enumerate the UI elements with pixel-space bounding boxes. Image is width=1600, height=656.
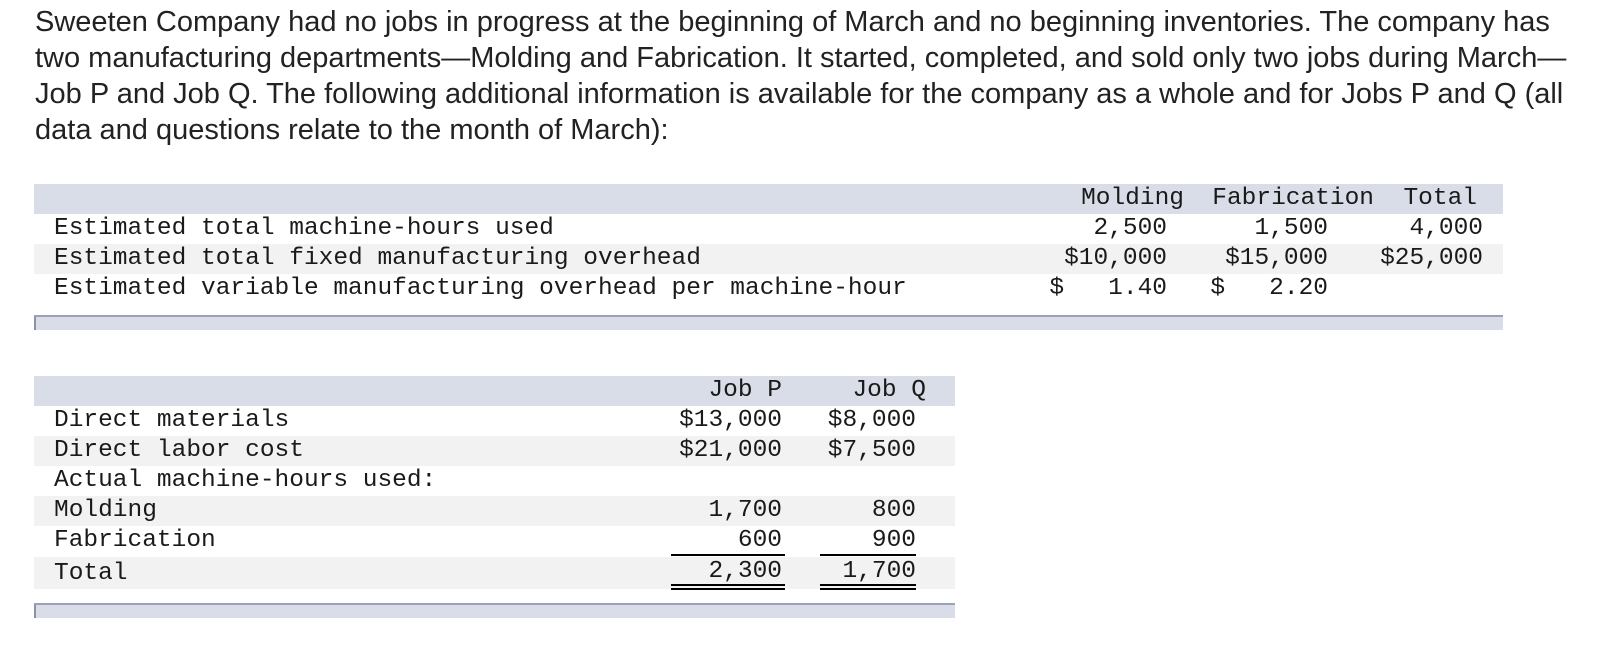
molding-value: $ 1.40 <box>1049 275 1167 302</box>
total-value: $25,000 <box>1380 245 1483 272</box>
table-row <box>34 406 955 436</box>
job-p-value: $21,000 <box>679 437 782 464</box>
job-q-value: 900 <box>871 527 916 554</box>
table-header-row <box>34 376 955 406</box>
row-label: Estimated total machine-hours used <box>54 215 554 242</box>
row-label: Direct materials <box>54 407 290 434</box>
job-q-value: $7,500 <box>827 437 916 464</box>
table-footer-bar <box>34 315 1503 330</box>
table-row <box>34 214 1503 244</box>
table-row <box>34 557 955 589</box>
column-header-fabrication: Fabrication <box>1212 185 1374 212</box>
fabrication-value: $ 2.20 <box>1210 275 1328 302</box>
total-double-underline-job-q <box>820 584 916 590</box>
table-row <box>34 436 955 466</box>
table-row <box>34 274 1503 304</box>
footer-tick <box>34 605 36 618</box>
job-p-value: 1,700 <box>708 497 782 524</box>
row-label: Direct labor cost <box>54 437 304 464</box>
total-double-underline-job-p <box>671 584 785 590</box>
job-p-value: $13,000 <box>679 407 782 434</box>
subtotal-underline-job-q <box>820 554 916 556</box>
molding-value: 2,500 <box>1093 215 1167 242</box>
row-label: Fabrication <box>54 527 216 554</box>
fabrication-value: $15,000 <box>1225 245 1328 272</box>
job-p-value <box>634 466 782 496</box>
row-label: Total <box>54 560 128 587</box>
column-header-job-p: Job P <box>708 377 782 404</box>
total-value <box>1354 274 1483 304</box>
table-row <box>34 244 1503 274</box>
job-q-value: 800 <box>871 497 916 524</box>
total-value: 4,000 <box>1409 215 1483 242</box>
row-label: Estimated variable manufacturing overhead per machine-hour <box>54 275 907 302</box>
job-p-value: 600 <box>737 527 782 554</box>
row-label: Actual machine-hours used: <box>54 467 437 494</box>
column-header-total: Total <box>1403 185 1477 212</box>
table-footer-bar <box>34 603 955 618</box>
overhead-estimates-table <box>34 184 1503 330</box>
column-header-job-q: Job Q <box>852 377 926 404</box>
column-header-molding: Molding <box>1081 185 1184 212</box>
job-q-value: $8,000 <box>827 407 916 434</box>
table-row <box>34 466 955 496</box>
problem-intro-text: Sweeten Company had no jobs in progress at the beginning of March and no beginning inventories. The company has two manufacturing departments—Molding and Fabrication. It started, completed, and sold only two jobs during March—Job P and Job Q. The following additional information is available for the company as a whole and for Jobs P and Q (all data and questions relate to the month of March): <box>35 6 1567 146</box>
molding-value: $10,000 <box>1064 245 1167 272</box>
row-label: Molding <box>54 497 157 524</box>
job-p-value: 2,300 <box>708 558 782 585</box>
job-q-value <box>794 466 916 496</box>
fabrication-value: 1,500 <box>1254 215 1328 242</box>
subtotal-underline-job-p <box>671 554 785 556</box>
table-row <box>34 526 955 556</box>
footer-tick <box>34 317 36 330</box>
row-label: Estimated total fixed manufacturing overhead <box>54 245 701 272</box>
table-row <box>34 496 955 526</box>
job-q-value: 1,700 <box>842 558 916 585</box>
table-header-row <box>34 184 1503 214</box>
job-cost-table <box>34 376 955 618</box>
